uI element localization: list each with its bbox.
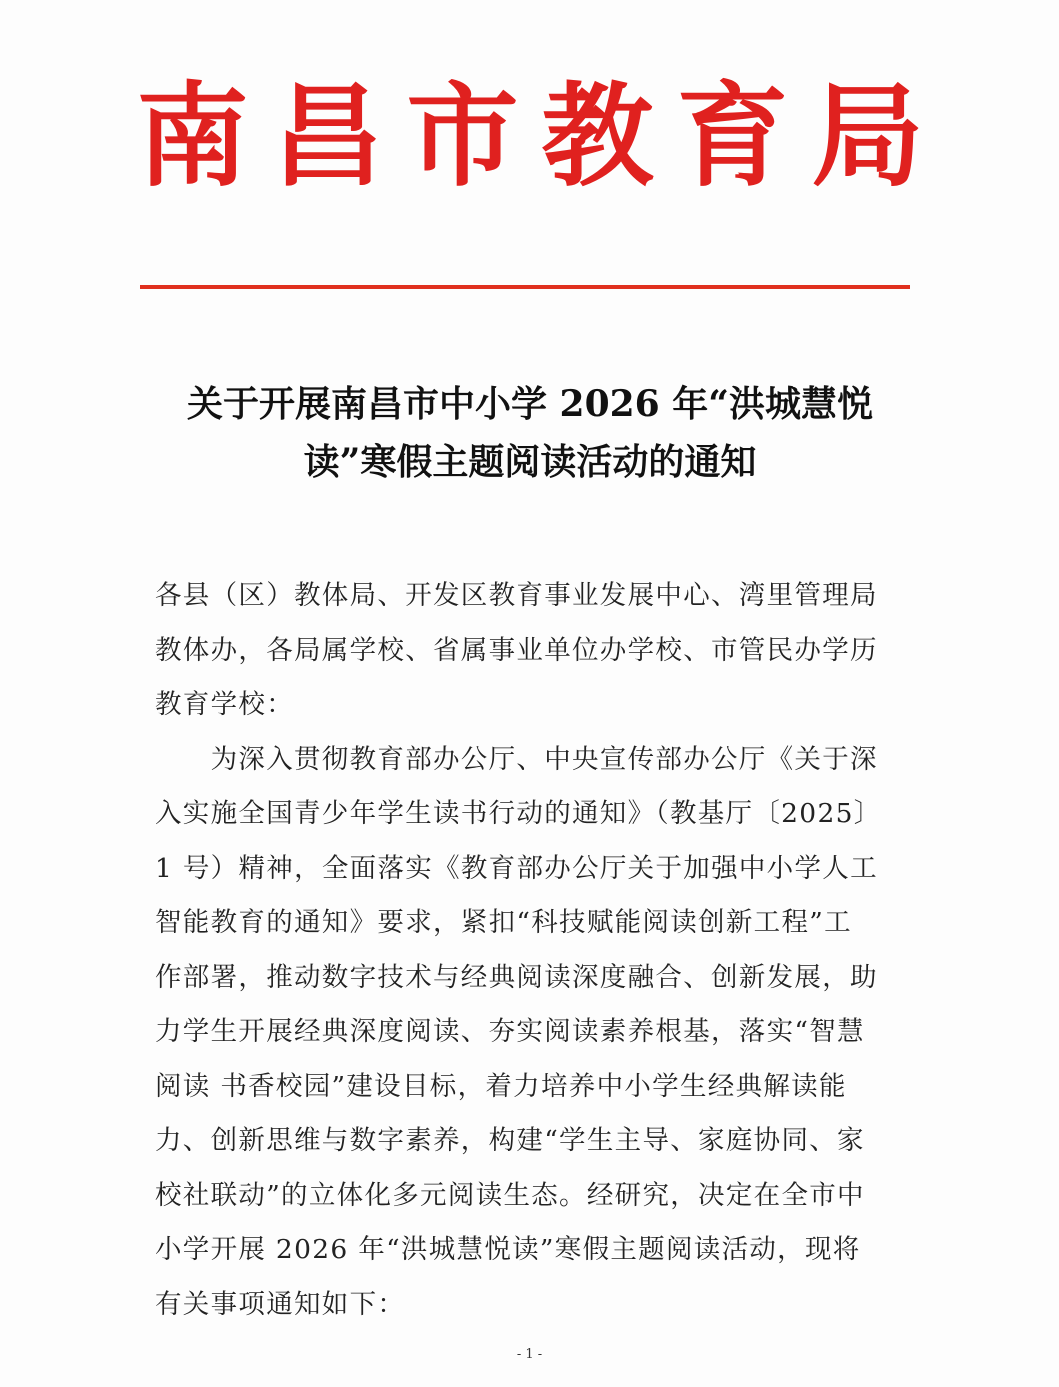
letterhead-char: 昌 (271, 72, 384, 202)
red-divider-line (140, 285, 910, 289)
body-line: 教育学校： (155, 689, 294, 720)
body-line: 力学生开展经典深度阅读、夯实阅读素养根基，落实“智慧 (155, 1016, 865, 1047)
letterhead-char: 育 (676, 72, 789, 202)
page-number: - 1 - (516, 1347, 543, 1362)
body-line: 有关事项通知如下： (155, 1288, 406, 1320)
letterhead-char: 教 (541, 72, 654, 202)
letterhead-char: 市 (406, 72, 519, 202)
body-line: 智能教育的通知》要求，紧扣“科技赋能阅读创新工程”工 (155, 907, 852, 938)
title-line-2: 读”寒假主题阅读活动的通知 (303, 441, 757, 483)
body-line: 力、创新思维与数字素养，构建“学生主导、家庭协同、家 (155, 1125, 865, 1156)
body-line: 为深入贯彻教育部办公厅、中央宣传部办公厅《关于深 (155, 743, 878, 775)
document-title (120, 375, 940, 491)
body-line: 各县（区）教体局、开发区教育事业发展中心、湾里管理局 (155, 580, 878, 611)
body-line: 教体办，各局属学校、省属事业单位办学校、市管民办学历 (155, 634, 878, 666)
body-line: 阅读 书香校园”建设目标，着力培养中小学生经典解读能 (155, 1070, 847, 1102)
title-line-1: 关于开展南昌市中小学 2026 年“洪城慧悦 (187, 383, 873, 425)
body-line: 作部署，推动数字技术与经典阅读深度融合、创新发展，助 (155, 961, 878, 993)
letterhead (130, 72, 930, 202)
letterhead-char: 局 (811, 72, 924, 202)
body-line: 小学开展 2026 年“洪城慧悦读”寒假主题阅读活动，现将 (155, 1234, 861, 1265)
body-line: 1 号）精神，全面落实《教育部办公厅关于加强中小学人工 (155, 852, 878, 884)
body-line: 校社联动”的立体化多元阅读生态。经研究，决定在全市中 (155, 1179, 865, 1211)
document-body (155, 569, 915, 1332)
body-line: 入实施全国青少年学生读书行动的通知》（教基厅〔2025〕 (155, 798, 882, 829)
letterhead-char: 南 (136, 72, 249, 202)
